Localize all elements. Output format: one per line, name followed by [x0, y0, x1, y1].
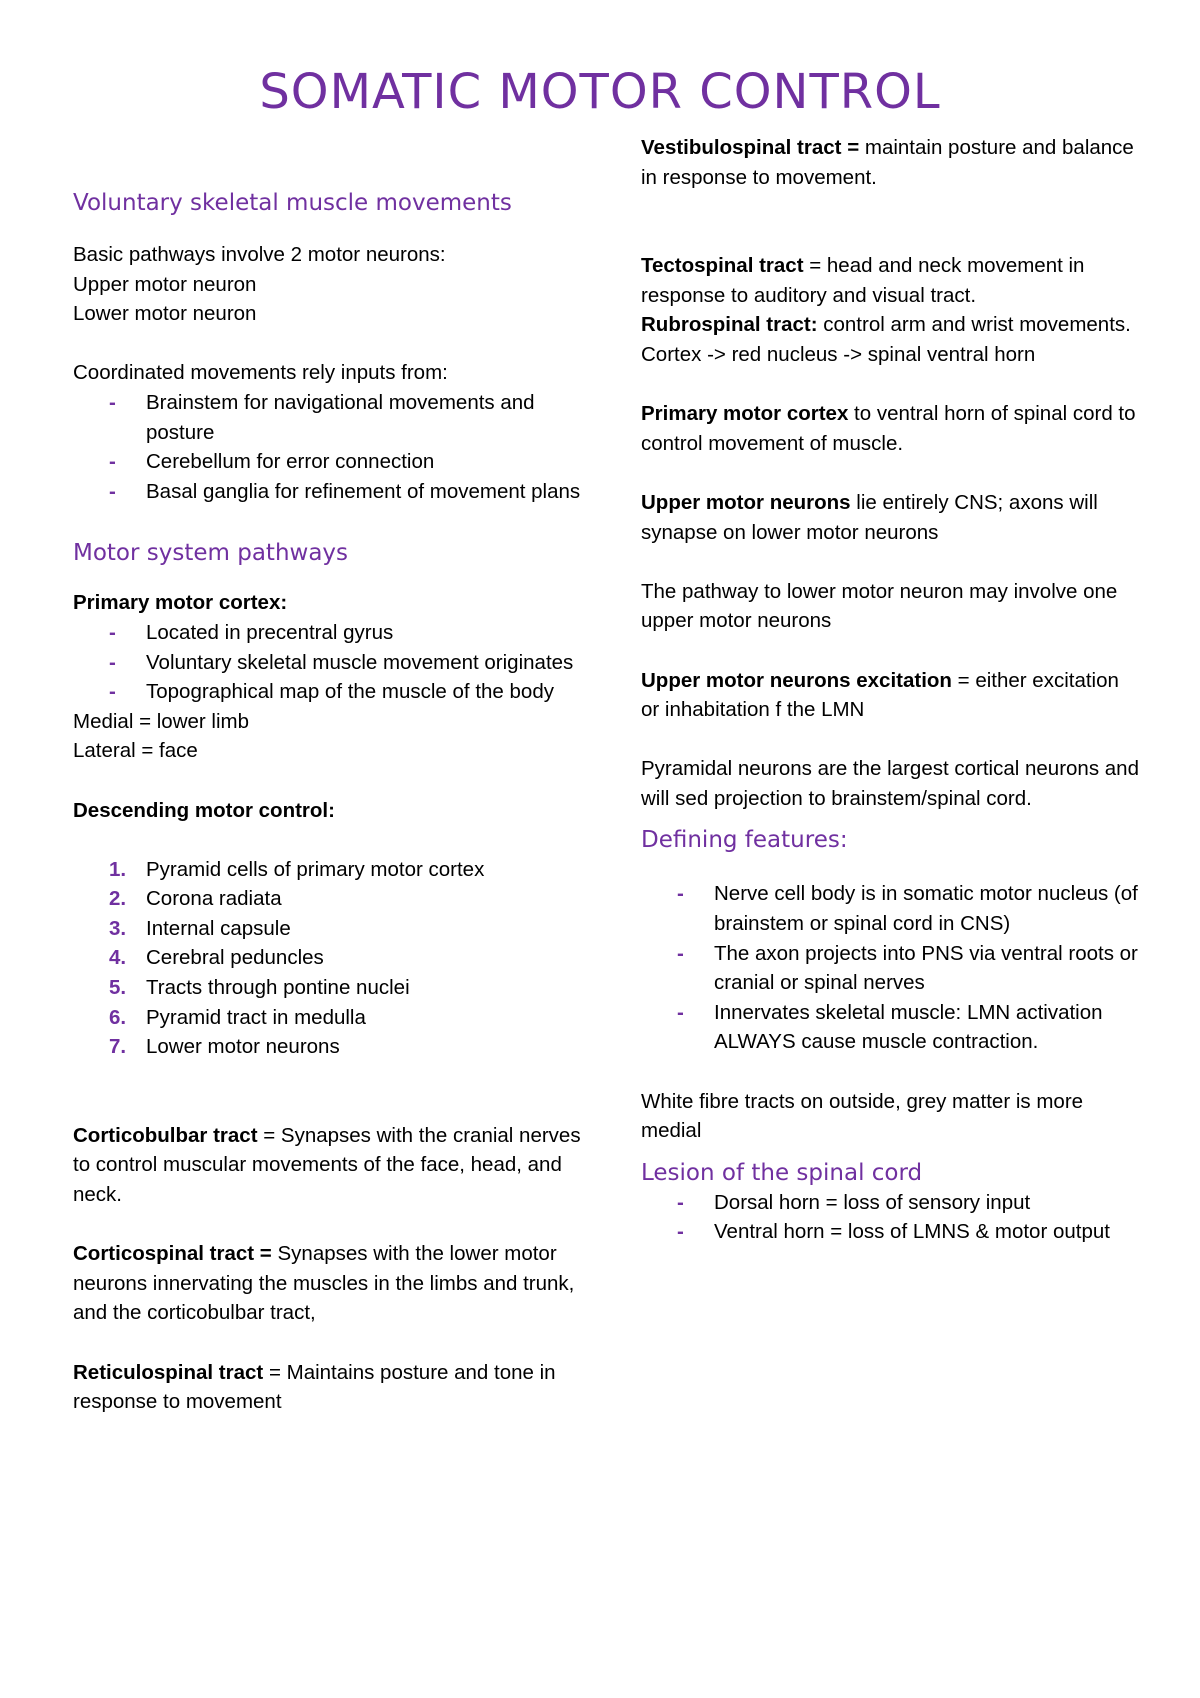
list-item-text: Brainstem for navigational movements and posture [146, 390, 535, 444]
umn-excitation-term: Upper motor neurons excitation [641, 668, 952, 692]
descending-steps-list [73, 855, 585, 1062]
step-number: 7. [109, 1035, 127, 1059]
page-title: SOMATIC MOTOR CONTROL [259, 64, 941, 120]
lesion-list [641, 1188, 1141, 1247]
upper-motor-neuron-text: Upper motor neuron [73, 272, 257, 296]
heading-motor-pathways: Motor system pathways [73, 540, 349, 567]
dash-bullet: - [677, 1220, 684, 1244]
lateral-text: Lateral = face [73, 739, 198, 763]
left-column [73, 188, 585, 1417]
list-item [641, 939, 1141, 998]
umn-desc: lie entirely CNS; axons will synapse on lower motor neurons [641, 490, 1098, 544]
step-text: Tracts through pontine nuclei [146, 976, 410, 1000]
list-item [73, 914, 585, 944]
dash-bullet: - [677, 882, 684, 906]
vestibulospinal-desc: maintain posture and balance in response to movement. [641, 136, 1134, 189]
heading-lesion: Lesion of the spinal cord [641, 1159, 923, 1186]
list-item [641, 1217, 1141, 1247]
cortex-path-text: Cortex -> red nucleus -> spinal ventral horn [641, 342, 1036, 366]
corticospinal-paragraph [73, 1239, 585, 1328]
list-item [73, 477, 585, 507]
list-item-text: The axon projects into PNS via ventral roots or cranial or spinal nerves [714, 941, 1138, 995]
basic-pathways-text: Basic pathways involve 2 motor neurons: [73, 243, 446, 266]
list-item [73, 447, 585, 477]
pathway-note: The pathway to lower motor neuron may involve one upper motor neurons [641, 579, 1118, 633]
umn-paragraph [641, 488, 1141, 547]
step-text: Pyramid tract in medulla [146, 1005, 366, 1029]
step-number: 4. [109, 946, 127, 970]
list-item-text: Nerve cell body is in somatic motor nucleus (of brainstem or spinal cord in CNS) [714, 882, 1138, 936]
vestibulospinal-term: Vestibulospinal tract = [641, 136, 860, 159]
list-item [73, 884, 585, 914]
reticulospinal-term: Reticulospinal tract [73, 1360, 264, 1384]
reticulospinal-desc: = Maintains posture and tone in response to movement [73, 1360, 556, 1414]
step-text: Lower motor neurons [146, 1035, 340, 1059]
descending-label: Descending motor control: [73, 798, 335, 822]
list-item [73, 855, 585, 885]
dash-bullet: - [109, 450, 116, 474]
list-item [641, 879, 1141, 938]
corticospinal-term: Corticospinal tract = [73, 1242, 272, 1266]
list-item-text: Voluntary skeletal muscle movement originates [146, 650, 574, 674]
dash-bullet: - [109, 650, 116, 674]
pmc-desc: to ventral horn of spinal cord to control movement of muscle. [641, 402, 1136, 455]
corticobulbar-paragraph [73, 1121, 585, 1210]
list-item-text: Topographical map of the muscle of the body [146, 680, 554, 704]
list-item [73, 677, 585, 707]
pmc-term: Primary motor cortex [641, 402, 849, 426]
step-text: Internal capsule [146, 916, 291, 940]
list-item-text: Dorsal horn = loss of sensory input [714, 1190, 1031, 1214]
umn-excitation-paragraph [641, 666, 1141, 725]
list-item-text: Located in precentral gyrus [146, 620, 394, 644]
list-item-text: Basal ganglia for refinement of movement plans [146, 479, 581, 503]
step-number: 6. [109, 1005, 127, 1029]
corticobulbar-term: Corticobulbar tract [73, 1123, 258, 1147]
rubrospinal-paragraph [641, 310, 1141, 340]
dash-bullet: - [109, 620, 116, 644]
pmc-label: Primary motor cortex: [73, 591, 288, 615]
rubrospinal-term: Rubrospinal tract: [641, 313, 818, 337]
list-item [73, 388, 585, 447]
step-text: Cerebral peduncles [146, 946, 324, 970]
list-item [641, 998, 1141, 1057]
list-item [641, 1188, 1141, 1218]
tectospinal-paragraph [641, 251, 1141, 310]
pmc-paragraph [641, 399, 1141, 458]
inputs-list [73, 388, 585, 506]
list-item [73, 618, 585, 648]
step-text: Corona radiata [146, 887, 282, 911]
corticospinal-desc: Synapses with the lower motor neurons innervating the muscles in the limbs and trunk, and the corticobulbar tract, [73, 1242, 575, 1325]
umn-excitation-desc: = either excitation or inhabitation f the LMN [641, 668, 1119, 722]
list-item [73, 1032, 585, 1062]
tectospinal-desc: = head and neck movement in response to auditory and visual tract. [641, 254, 1085, 307]
list-item [73, 1003, 585, 1033]
step-number: 2. [109, 887, 127, 911]
step-number: 1. [109, 857, 127, 881]
corticobulbar-desc: = Synapses with the cranial nerves to control muscular movements of the face, head, and neck. [73, 1123, 581, 1207]
reticulospinal-paragraph [73, 1358, 585, 1417]
dash-bullet: - [677, 941, 684, 965]
step-text: Pyramid cells of primary motor cortex [146, 857, 485, 881]
white-fibre-note: White fibre tracts on outside, grey matter is more medial [641, 1089, 1084, 1143]
dash-bullet: - [677, 1190, 684, 1214]
step-number: 3. [109, 916, 127, 940]
list-item [73, 648, 585, 678]
dash-bullet: - [677, 1000, 684, 1024]
rubrospinal-desc: control arm and wrist movements. [817, 313, 1131, 337]
dash-bullet: - [109, 479, 116, 503]
list-item-text: Innervates skeletal muscle: LMN activation ALWAYS cause muscle contraction. [714, 1000, 1103, 1054]
heading-defining-features: Defining features: [641, 827, 848, 854]
list-item-text: Ventral horn = loss of LMNS & motor output [714, 1220, 1110, 1244]
list-item-text: Cerebellum for error connection [146, 450, 435, 474]
tectospinal-term: Tectospinal tract [641, 254, 804, 278]
list-item [73, 973, 585, 1003]
dash-bullet: - [109, 390, 116, 414]
pyramidal-note: Pyramidal neurons are the largest cortical neurons and will sed projection to brainstem/spinal cord. [641, 757, 1139, 810]
coordinated-intro: Coordinated movements rely inputs from: [73, 361, 448, 385]
defining-features-list [641, 879, 1141, 1057]
pmc-list [73, 618, 585, 707]
right-column [641, 133, 1141, 1247]
step-number: 5. [109, 976, 127, 1000]
vestibulospinal-paragraph [641, 133, 1141, 192]
heading-voluntary: Voluntary skeletal muscle movements [73, 190, 512, 216]
dash-bullet: - [109, 680, 116, 704]
umn-term: Upper motor neurons [641, 490, 851, 514]
medial-text: Medial = lower limb [73, 709, 250, 733]
lower-motor-neuron-text: Lower motor neuron [73, 302, 257, 326]
list-item [73, 943, 585, 973]
